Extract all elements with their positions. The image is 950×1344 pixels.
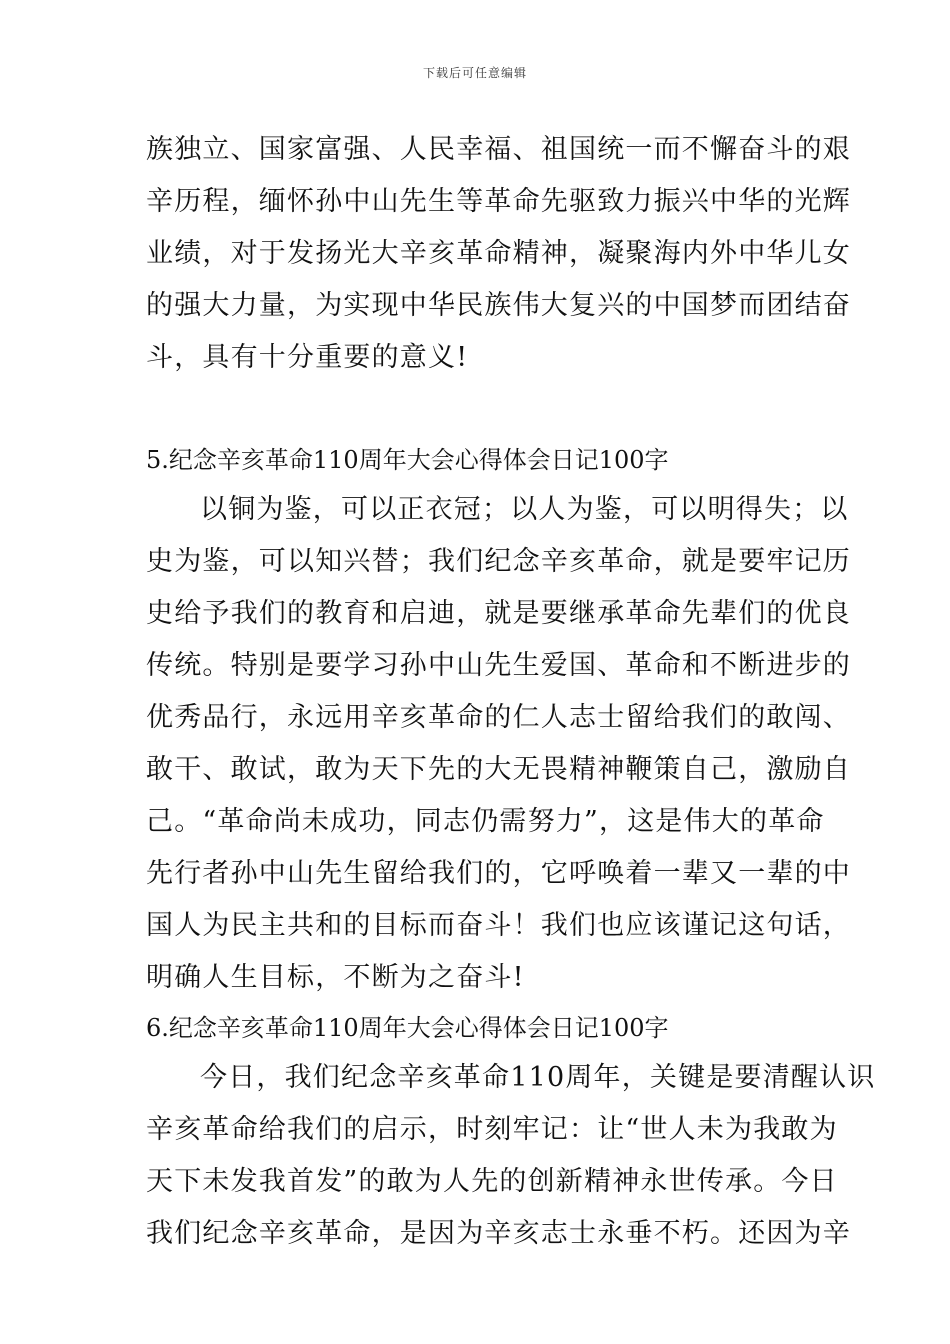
document-body [146,124,876,1260]
section-6 [146,1004,876,1260]
paragraph-line: 明确人生目标，不断为之奋斗! [146,962,525,993]
paragraph-line: 业绩，对于发扬光大辛亥革命精神，凝聚海内外中华儿女 [146,238,851,269]
paragraph-line: 史给予我们的教育和启迪，就是要继承革命先辈们的优良 [146,598,851,629]
paragraph-line: 今日，我们纪念辛亥革命110周年，关键是要清醒认识 [200,1062,876,1093]
previous-section-paragraph [146,124,851,384]
paragraph-line: 先行者孙中山先生留给我们的，它呼唤着一辈又一辈的中 [146,858,851,889]
paragraph-line: 敢干、敢试，敢为天下先的大无畏精神鞭策自己，激励自 [146,754,851,785]
paragraph-line: 斗，具有十分重要的意义! [146,342,469,373]
page-header-note: 下载后可任意编辑 [422,66,527,80]
paragraph-line: 史为鉴，可以知兴替；我们纪念辛亥革命，就是要牢记历 [146,546,851,577]
section-heading: 6.纪念辛亥革命110周年大会心得体会日记100字 [146,1014,669,1042]
section-spacer [146,384,808,436]
paragraph-line: 传统。特别是要学习孙中山先生爱国、革命和不断进步的 [146,650,851,681]
paragraph-line: 天下未发我首发”的敢为人先的创新精神永世传承。今日 [146,1166,838,1197]
paragraph-line: 己。“革命尚未成功，同志仍需努力”，这是伟大的革命 [146,806,825,837]
paragraph-line: 优秀品行，永远用辛亥革命的仁人志士留给我们的敢闯、 [146,702,851,733]
paragraph-line: 辛亥革命给我们的启示，时刻牢记：让“世人未为我敢为 [146,1114,838,1145]
paragraph-line: 族独立、国家富强、人民幸福、祖国统一而不懈奋斗的艰 [146,134,851,165]
paragraph-line: 我们纪念辛亥革命，是因为辛亥志士永垂不朽。还因为辛 [146,1218,851,1249]
paragraph-line: 以铜为鉴，可以正衣冠；以人为鉴，可以明得失；以 [200,494,849,525]
paragraph-line: 辛历程，缅怀孙中山先生等革命先驱致力振兴中华的光辉 [146,186,851,217]
paragraph-line: 的强大力量，为实现中华民族伟大复兴的中国梦而团结奋 [146,290,851,321]
section-5 [146,436,851,1004]
section-heading: 5.纪念辛亥革命110周年大会心得体会日记100字 [146,446,669,474]
paragraph-line: 国人为民主共和的目标而奋斗！我们也应该谨记这句话， [146,910,851,941]
